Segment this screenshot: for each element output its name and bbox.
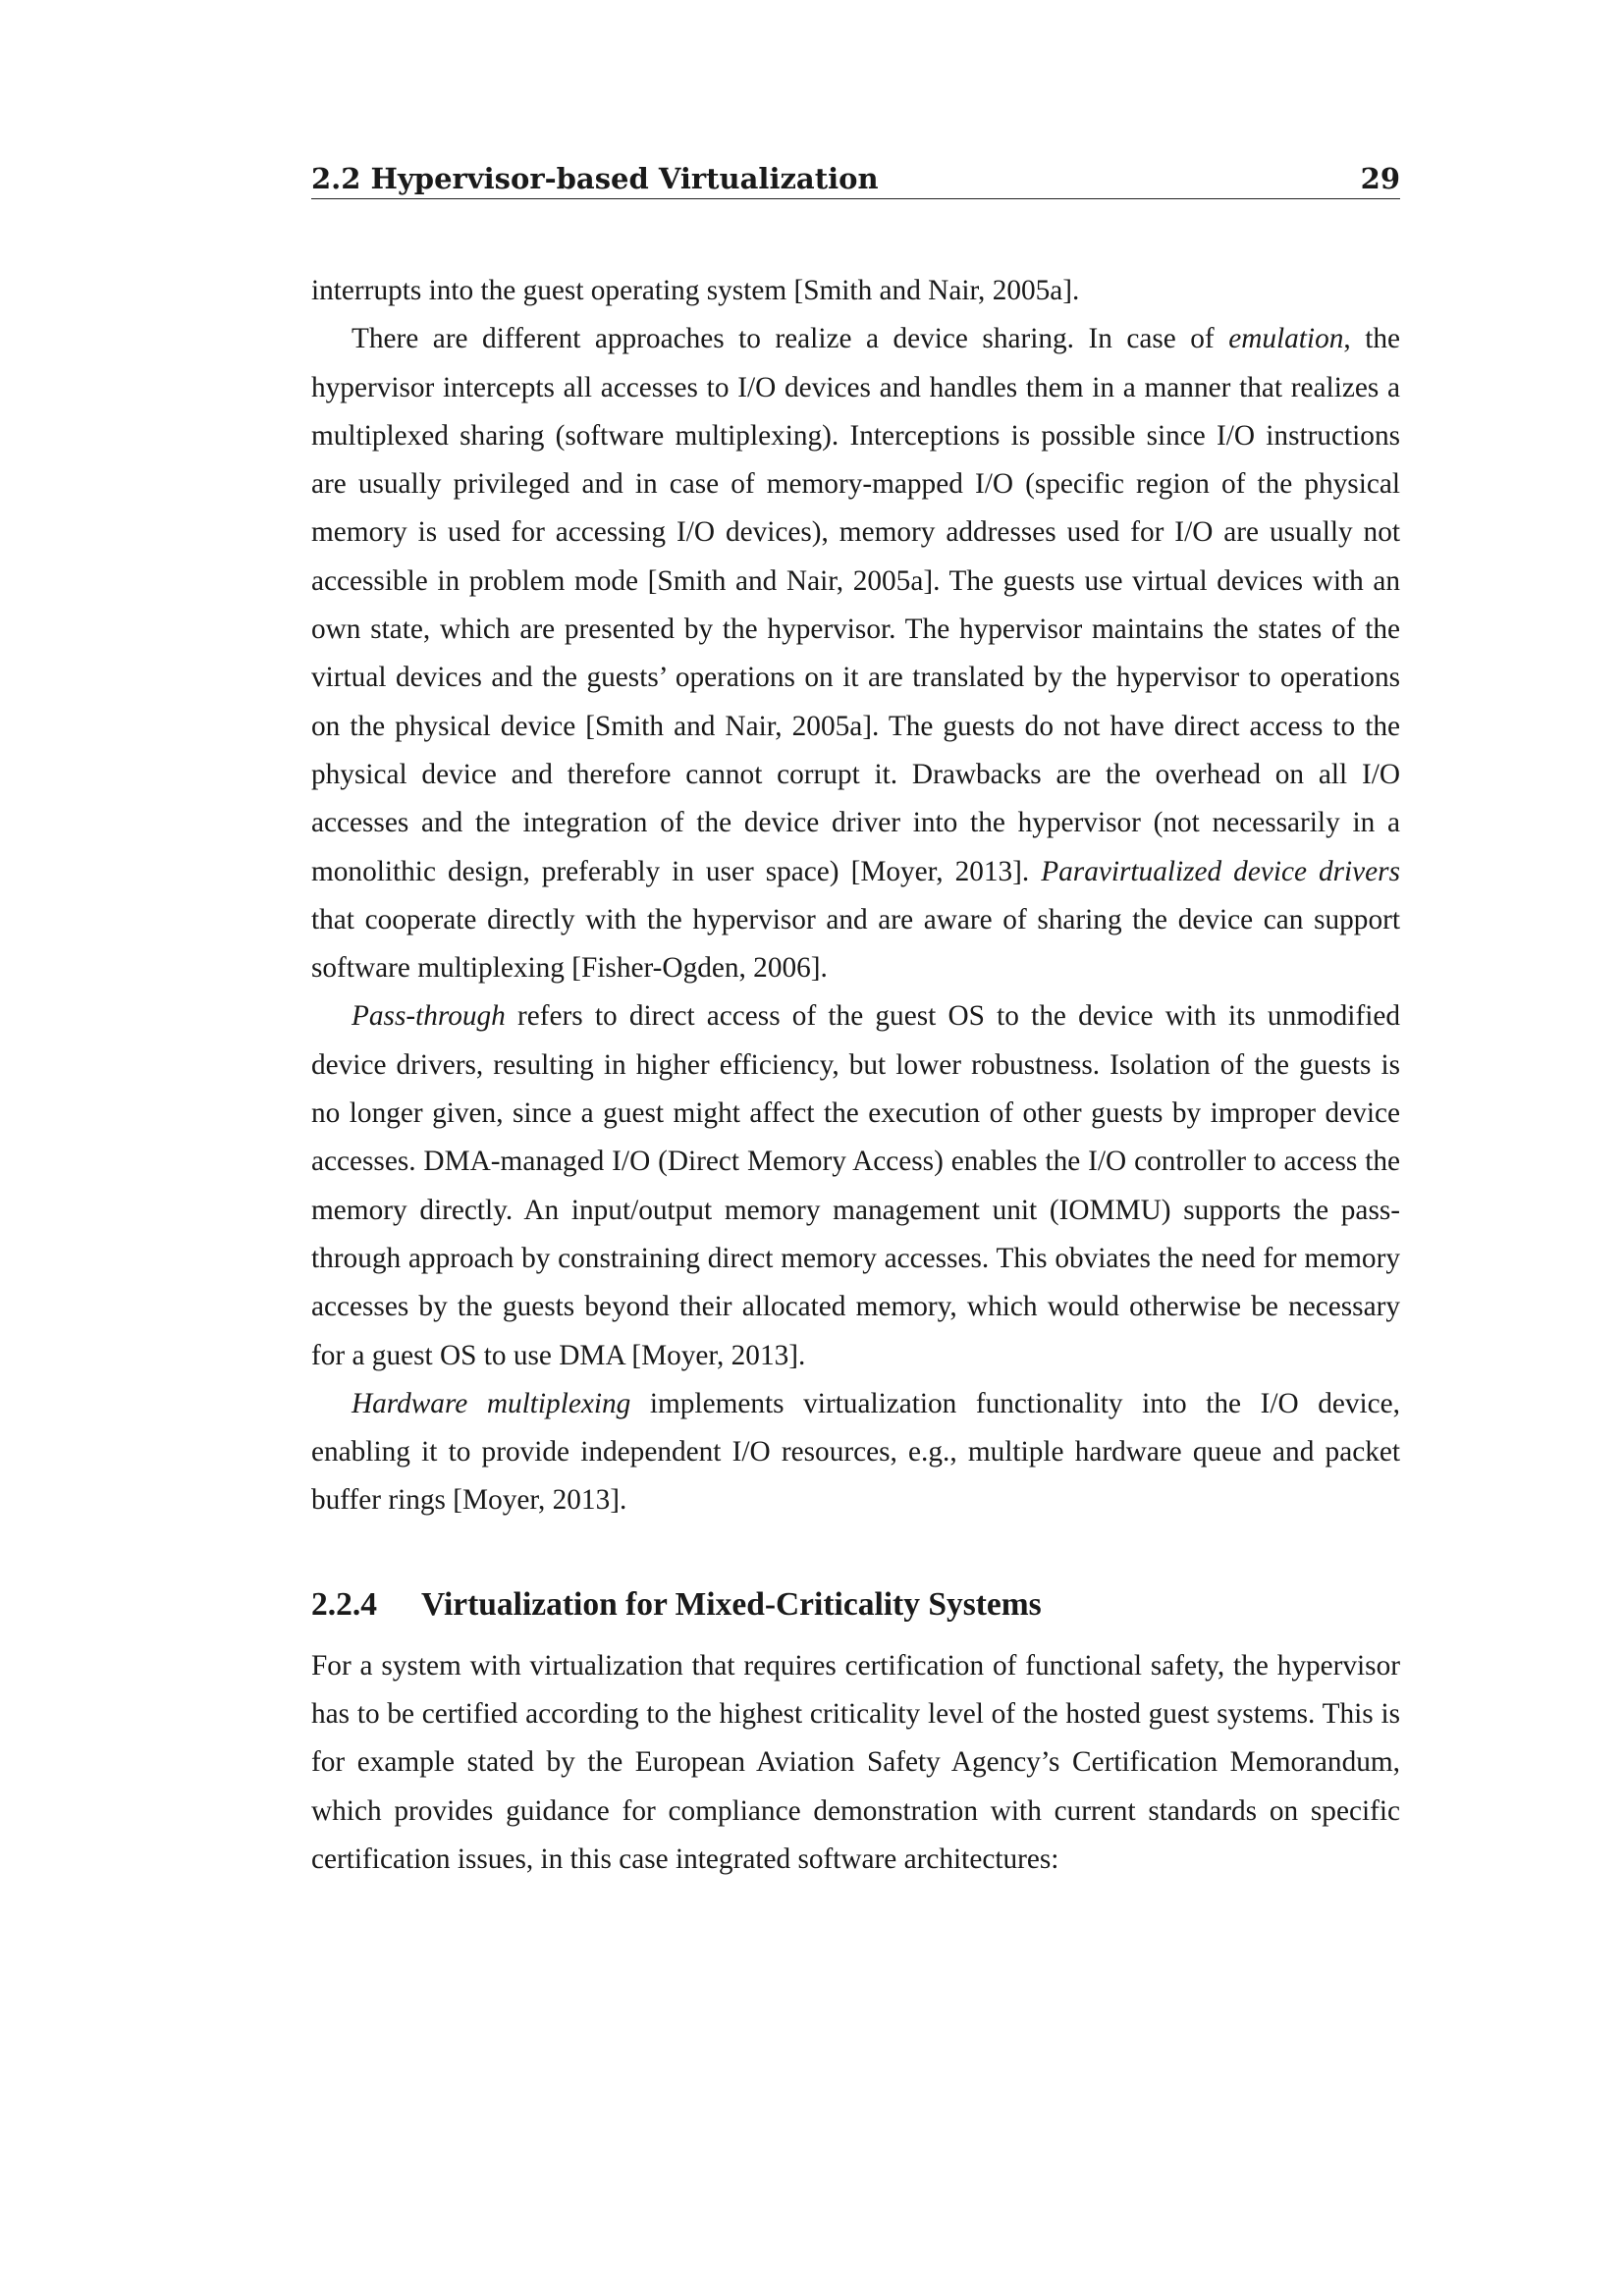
emphasis-emulation: emulation	[1228, 323, 1344, 355]
emphasis-pass-through: Pass-through	[352, 1000, 506, 1033]
paragraph-continuation: interrupts into the guest operating system [Smith and Nair, 2005a].	[311, 275, 1080, 306]
paragraph-hardware-multiplexing	[311, 1380, 1400, 1525]
text-run: refers to direct access of the guest OS to the device with its unmodified device drivers, resulting in higher efficiency, but lower robustness. Isolation of the guests is no longer given, since a guest might affect the execution of other guests by improper device accesses. DMA-managed I/O (Direct Memory Access) enables the I/O controller to access the memory directly. An input/output memory management unit (IOMMU) supports the pass-through approach by constraining direct memory accesses. This obviates the need for memory accesses by the guests beyond their allocated memory, which would otherwise be necessary for a guest OS to use DMA [Moyer, 2013].	[311, 1000, 1400, 1371]
emphasis-hardware-multiplexing: Hardware multiplexing	[352, 1387, 631, 1419]
header-section-title: 2.2 Hypervisor-based Virtualization	[311, 162, 879, 195]
subsection-number: 2.2.4	[311, 1585, 377, 1623]
text-run: implements virtualization functionality into the I/O device, enabling it to provide independent I/O resources, e.g., multiple hardware queue and packet buffer rings [Moyer, 2013].	[311, 1387, 1400, 1517]
text-run: There are different approaches to realize a device sharing. In case of	[352, 323, 1229, 355]
running-header	[311, 160, 1400, 199]
subsection-heading	[311, 1583, 1400, 1627]
paragraph-pass-through	[311, 992, 1400, 1379]
paragraph-emulation	[311, 315, 1400, 992]
page-number: 29	[1360, 162, 1400, 195]
emphasis-paravirtualized: Paravirtualized device drivers	[1041, 855, 1400, 887]
subsection-title: Virtualization for Mixed-Criticality Systems	[421, 1585, 1042, 1623]
text-run: that cooperate directly with the hypervisor and are aware of sharing the device can support software multiplexing [Fisher-Ogden, 2006].	[311, 903, 1400, 985]
paragraph-certification: For a system with virtualization that requires certification of functional safety, the hypervisor has to be certified according to the highest criticality level of the hosted guest systems. This is for example stated by the European Aviation Safety Agency’s Certification Memorandum, which provides guidance for compliance demonstration with current standards on specific certification issues, in this case integrated software architectures:	[311, 1649, 1400, 1875]
text-run: , the hypervisor intercepts all accesses to I/O devices and handles them in a manner that realizes a multiplexed sharing (software multiplexing). Interceptions is possible since I/O instructions are usually privileged and in case of memory-mapped I/O (specific region of the physical memory is used for accessing I/O devices), memory addresses used for I/O are usually not accessible in problem mode [Smith and Nair, 2005a]. The guests use virtual devices with an own state, which are presented by the hypervisor. The hypervisor maintains the states of the virtual devices and the guests’ operations on it are translated by the hypervisor to operations on the physical device [Smith and Nair, 2005a]. The guests do not have direct access to the physical device and therefore cannot corrupt it. Drawbacks are the overhead on all I/O accesses and the integration of the device driver into the hypervisor (not necessarily in a monolithic design, preferably in user space) [Moyer, 2013].	[311, 323, 1400, 887]
body-text	[311, 267, 1400, 1884]
